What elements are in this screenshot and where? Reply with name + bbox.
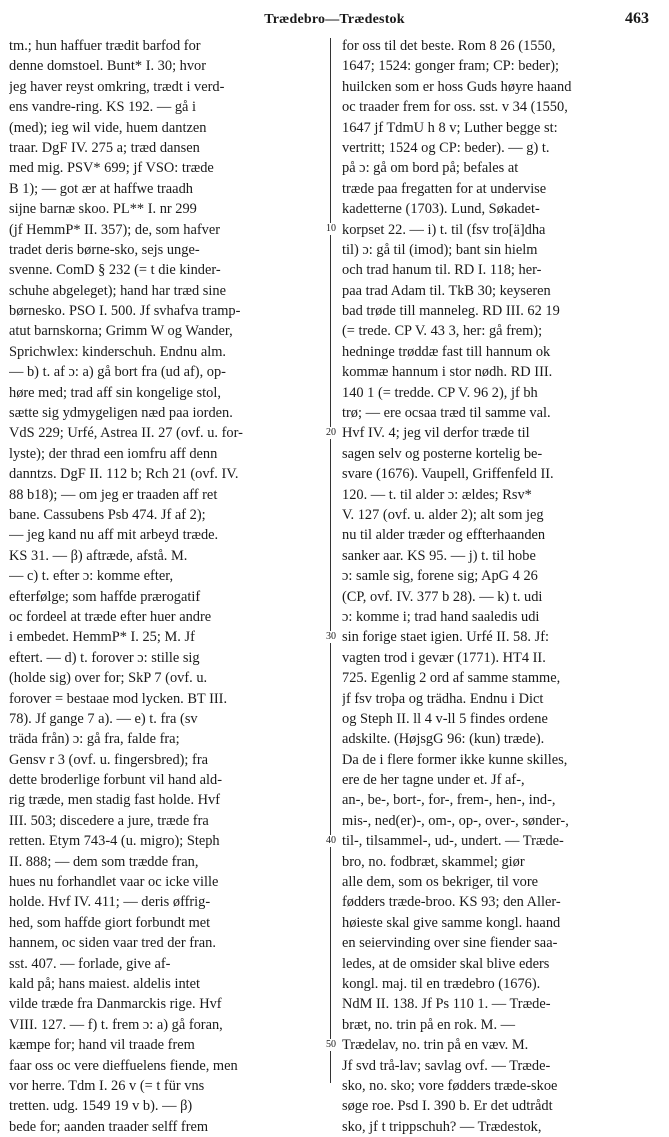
text-line: høieste skal give samme kongl. haand — [342, 914, 561, 931]
text-line: atut barnskorna; Grimm W og Wander, — [9, 323, 233, 340]
running-head: Trædebro—Trædestok — [264, 12, 405, 27]
text-line: sijne barnæ skoo. PL** I. nr 299 — [9, 201, 197, 218]
text-line: (CP, ovf. IV. 377 b 28). — k) t. udi — [342, 588, 543, 605]
text-line: paa trad Adam til. TkB 30; keyseren — [342, 282, 551, 299]
text-line: vor herre. Tdm I. 26 v (= t für vns — [9, 1077, 205, 1094]
text-line: kæmpe for; hand vil traade frem — [9, 1037, 195, 1054]
text-line: sætte sig ydmygeligen næd paa iorden. — [9, 405, 233, 422]
text-line: bede for; aanden traader selff frem — [9, 1118, 209, 1135]
line-number-20: 20 — [326, 427, 336, 438]
text-line: 88 b18); — om jeg er traaden aff ret — [9, 486, 218, 503]
text-line: danntzs. DgF II. 112 b; Rch 21 (ovf. IV. — [9, 466, 239, 483]
text-line: KS 31. — β) aftræde, afstå. M. — [9, 547, 188, 564]
text-line: børnesko. PSO I. 500. Jf svhafva tramp- — [9, 303, 241, 320]
text-line: hedninge trøddæ fast till hannum ok — [342, 343, 551, 360]
text-line: ɔ: samle sig, forene sig; ApG 4 26 — [342, 568, 538, 585]
text-line: sanker aar. KS 95. — j) t. til hobe — [342, 547, 536, 564]
text-line: VdS 229; Urfé, Astrea II. 27 (ovf. u. for- — [9, 425, 243, 442]
text-line: 120. — t. til alder ɔ: ældes; Rsv* — [342, 486, 532, 503]
text-line: til-, tilsammel-, ud-, undert. — Træde- — [342, 833, 564, 850]
text-line: fødders træde-broo. KS 93; den Aller- — [342, 894, 561, 911]
text-line: og Steph II. ll 4 v-ll 5 findes ordene — [342, 710, 548, 727]
text-line: VIII. 127. — f) t. frem ɔ: a) gå foran, — [9, 1016, 223, 1033]
text-line: til) ɔ: gå til (imod); bant sin hielm — [342, 241, 538, 258]
text-line: — c) t. efter ɔ: komme efter, — [9, 568, 174, 585]
text-line: ɔ: komme i; trad hand saaledis udi — [342, 608, 540, 625]
text-line: sst. 407. — forlade, give af- — [9, 955, 171, 972]
text-line: an-, be-, bort-, for-, frem-, hen-, ind-, — [342, 792, 556, 809]
text-line: i embedet. HemmP* I. 25; M. Jf — [9, 629, 195, 646]
text-line: svenne. ComD § 232 (= t die kinder- — [9, 262, 221, 279]
text-line: efterfølge; som haffde prærogatif — [9, 588, 201, 605]
text-line: sagen selv og posterne kortelig be- — [342, 445, 543, 462]
text-line: sko, jf t trippschuh? — Trædestok, — [342, 1118, 542, 1135]
text-line: ere de her tagne under et. Jf af-, — [342, 772, 525, 789]
text-line: på ɔ: gå om bord på; befales at — [342, 160, 519, 177]
text-line: 140 1 (= tredde. CP V. 96 2), jf bh — [342, 384, 538, 401]
text-line: oc fordeel at træde efter huer andre — [9, 608, 212, 625]
text-line: (= trede. CP V. 43 3, her: gå frem); — [342, 323, 543, 340]
text-line: ens vandre-ring. KS 192. — gå i — [9, 99, 197, 116]
text-line: tradet deris børne-sko, sejs unge- — [9, 241, 200, 258]
text-line: høre med; trad aff sin kongelige stol, — [9, 384, 221, 401]
text-line: søge roe. Psd I. 390 b. Er det udtrådt — [342, 1098, 553, 1115]
text-line: NdM II. 138. Jf Ps 110 1. — Træde- — [342, 996, 551, 1013]
text-line: hed, som haffde giort forbundt met — [9, 914, 211, 931]
text-line: II. 888; — dem som trædde fran, — [9, 853, 199, 870]
text-line: faar oss oc vere dieffuelens fiende, men — [9, 1057, 238, 1074]
text-line: 1647; 1524: gonger fram; CP: beder); — [342, 58, 560, 75]
text-line: sko, no. sko; vore fødders træde-skoe — [342, 1077, 558, 1094]
text-line: en seiervinding over sine fiender saa- — [342, 935, 558, 952]
text-line: ledes, at de omsider skal blive eders — [342, 955, 550, 972]
text-line: denne domstoel. Bunt* I. 30; hvor — [9, 58, 207, 75]
text-line: bane. Cassubens Psb 474. Jf af 2); — [9, 506, 206, 523]
text-line: kald på; hans maiest. aldelis intet — [9, 975, 201, 992]
text-line: Gensv r 3 (ovf. u. fingersbred); fra — [9, 751, 209, 768]
text-line: (jf HemmP* II. 357); de, som hafver — [9, 221, 221, 238]
text-line: trø; — ere ocsaa træd til samme val. — [342, 405, 551, 422]
text-line: 1647 jf TdmU h 8 v; Luther begge st: — [342, 119, 558, 136]
text-line: eftert. — d) t. forover ɔ: stille sig — [9, 649, 200, 666]
line-number-50: 50 — [326, 1039, 336, 1050]
page-number: 463 — [625, 10, 649, 27]
text-line: Jf svd trå-lav; savlag ovf. — Træde- — [342, 1057, 551, 1074]
text-line: jeg haver reyst omkring, trædt i verd- — [9, 78, 225, 95]
text-line: sin forige staet igien. Urfé II. 58. Jf: — [342, 629, 550, 646]
text-line: lyste); der thrad een iomfru aff denn — [9, 445, 218, 462]
text-line: 725. Egenlig 2 ord af samme stamme, — [342, 670, 561, 687]
text-line: Trædelav, no. trin på en væv. M. — [342, 1037, 529, 1054]
text-line: mis-, ned(er)-, om-, op-, over-, sønder-, — [342, 812, 569, 829]
text-line: bad trøde till manneleg. RD III. 62 19 — [342, 303, 560, 320]
text-line: — jeg kand nu aff mit arbeyd træde. — [9, 527, 219, 544]
left-column — [9, 36, 323, 1137]
right-column — [342, 36, 656, 1137]
text-line: kongl. maj. til en trædebro (1676). — [342, 975, 541, 992]
text-line: svare (1676). Vaupell, Griffenfeld II. — [342, 466, 554, 483]
text-line: retten. Etym 743-4 (u. migro); Steph — [9, 833, 220, 850]
text-line: alle dem, som os bekriger, til vore — [342, 874, 539, 891]
text-line: rig træde, men stadig fast holde. Hvf — [9, 792, 221, 809]
column-divider — [330, 38, 331, 1083]
text-line: forover = bestaae mod lycken. BT III. — [9, 690, 228, 707]
text-line: bro, no. fodbræt, skammel; giør — [342, 853, 525, 870]
text-line: III. 503; discedere a jure, træde fra — [9, 812, 209, 829]
text-line: (holde sig) over for; SkP 7 (ovf. u. — [9, 670, 208, 687]
text-line: traar. DgF IV. 275 a; træd dansen — [9, 139, 200, 156]
text-line: vagten trod i gevær (1771). HT4 II. — [342, 649, 546, 666]
line-number-40: 40 — [326, 835, 336, 846]
text-line: adskilte. (HøjsgG 96: (kun) træde). — [342, 731, 545, 748]
text-line: oc traader frem for oss. sst. v 34 (1550, — [342, 99, 568, 116]
text-line: hannem, oc siden vaar tred der fran. — [9, 935, 216, 952]
text-line: vilde træde fra Danmarckis rige. Hvf — [9, 996, 222, 1013]
text-line: jf fsv troþa og trädha. Endnu i Dict — [342, 690, 544, 707]
text-line: tm.; hun haffuer trædit barfod for — [9, 38, 201, 54]
text-line: träda från) ɔ: gå fra, falde fra; — [9, 731, 180, 748]
text-line: 78). Jf gange 7 a). — e) t. fra (sv — [9, 710, 198, 727]
text-line: bræt, no. trin på en rok. M. — — [342, 1016, 516, 1033]
text-line: for oss til det beste. Rom 8 26 (1550, — [342, 38, 556, 54]
text-line: huilcken som er hoss Guds høyre haand — [342, 78, 572, 95]
text-line: vertritt; 1524 og CP: beder). — g) t. — [342, 139, 550, 156]
text-line: kommæ hannum i stor nødh. RD III. — [342, 364, 553, 381]
line-number-10: 10 — [326, 223, 336, 234]
page-header — [0, 8, 669, 32]
text-line: holde. Hvf IV. 411; — deris øffrig- — [9, 894, 211, 911]
text-line: tretten. udg. 1549 19 v b). — β) — [9, 1098, 193, 1115]
text-line: Hvf IV. 4; jeg vil derfor træde til — [342, 425, 530, 442]
text-line: hues nu forhandlet vaar oc icke ville — [9, 874, 219, 891]
text-line: V. 127 (ovf. u. alder 2); alt som jeg — [342, 506, 544, 523]
text-line: Da de i flere former ikke kunne skilles, — [342, 751, 568, 768]
text-line: dette broderlige forbunt vil hand ald- — [9, 772, 222, 789]
text-line: nu til alder træder og effterhaanden — [342, 527, 546, 544]
text-line: kadetterne (1703). Lund, Søkadet- — [342, 201, 540, 218]
text-line: korpset 22. — i) t. til (fsv tro[ä]dha — [342, 221, 546, 238]
text-line: och trad hanum til. RD I. 118; her- — [342, 262, 542, 279]
text-line: schuhe abgeleget); hand har træd sine — [9, 282, 226, 299]
text-line: med mig. PSV* 699; jf VSO: træde — [9, 160, 214, 177]
text-line: B 1); — got ær at haffwe traadh — [9, 180, 193, 197]
text-line: — b) t. af ɔ: a) gå bort fra (ud af), op- — [9, 364, 226, 381]
text-line: (med); ieg wil vide, huem dantzen — [9, 119, 207, 136]
line-number-30: 30 — [326, 631, 336, 642]
text-line: træde paa fregatten for at undervise — [342, 180, 547, 197]
text-line: Sprichwlex: kinderschuh. Endnu alm. — [9, 343, 227, 360]
